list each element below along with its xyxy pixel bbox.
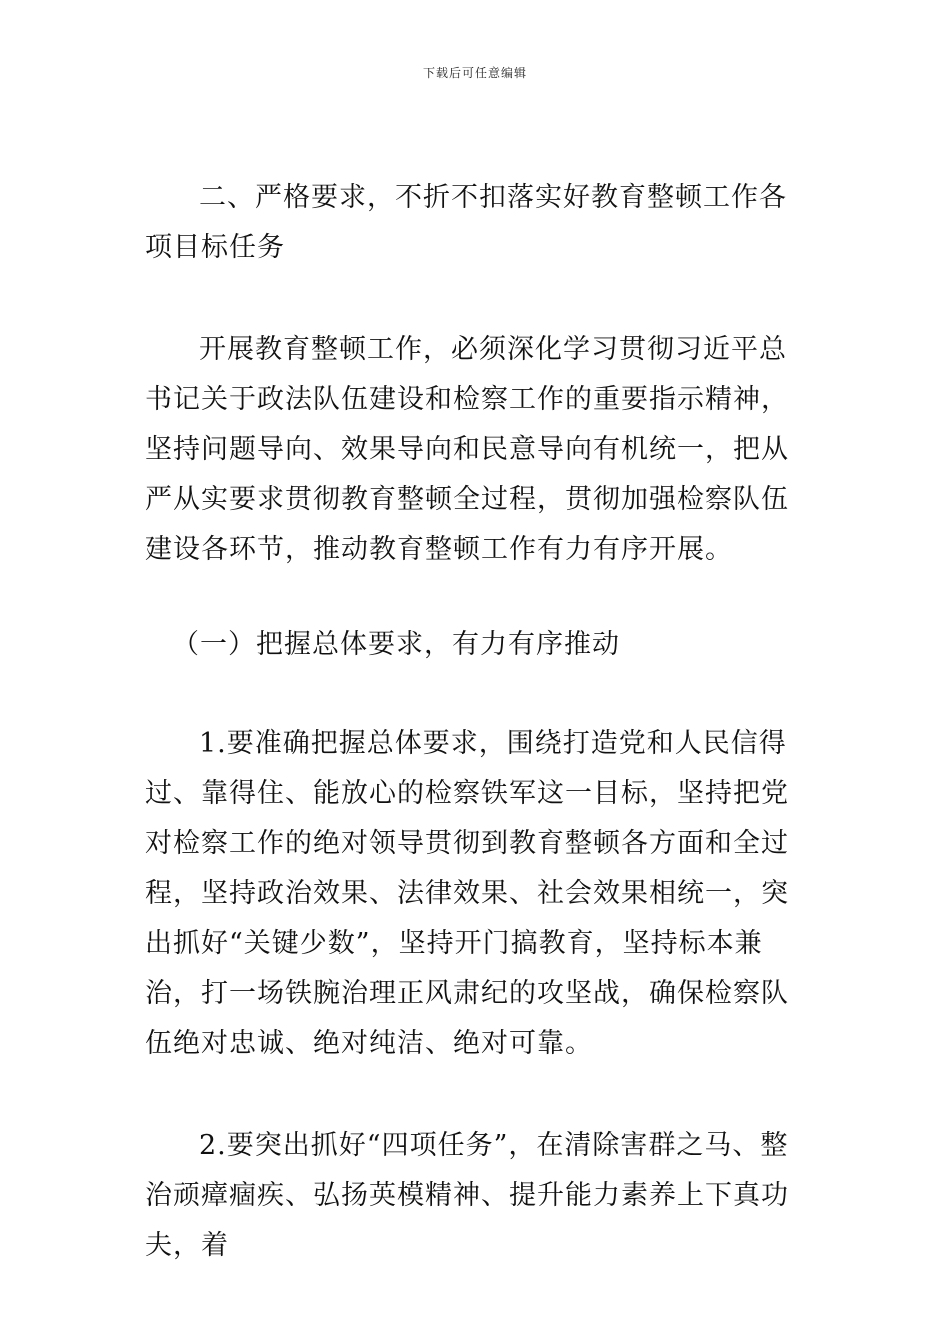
- intro-paragraph: 开展教育整顿工作，必须深化学习贯彻习近平总书记关于政法队伍建设和检察工作的重要指示精神，坚持问题导向、效果导向和民意导向有机统一，把从严从实要求贯彻教育整顿全过程，贯彻加强检察队伍建设各环节，推动教育整顿工作有力有序开展。: [145, 334, 789, 565]
- subsection-heading: （一）把握总体要求，有力有序推动: [172, 629, 620, 660]
- list-item-1: 1.要准确把握总体要求，围绕打造党和人民信得过、靠得住、能放心的检察铁军这一目标，坚持把党对检察工作的绝对领导贯彻到教育整顿各方面和全过程，坚持政治效果、法律效果、社会效果相统一，突出抓好“关键少数”，坚持开门搞教育，坚持标本兼治，打一场铁腕治理正风肃纪的攻坚战，确保检察队伍绝对忠诚、绝对纯洁、绝对可靠。: [145, 728, 789, 1059]
- list-item-2: 2.要突出抓好“四项任务”，在清除害群之马、整治顽瘴痼疾、弘扬英模精神、提升能力素养上下真功夫，着: [145, 1130, 789, 1261]
- page-header-note: 下载后可任意编辑: [422, 66, 527, 80]
- section-heading: 二、严格要求，不折不扣落实好教育整顿工作各项目标任务: [145, 182, 787, 263]
